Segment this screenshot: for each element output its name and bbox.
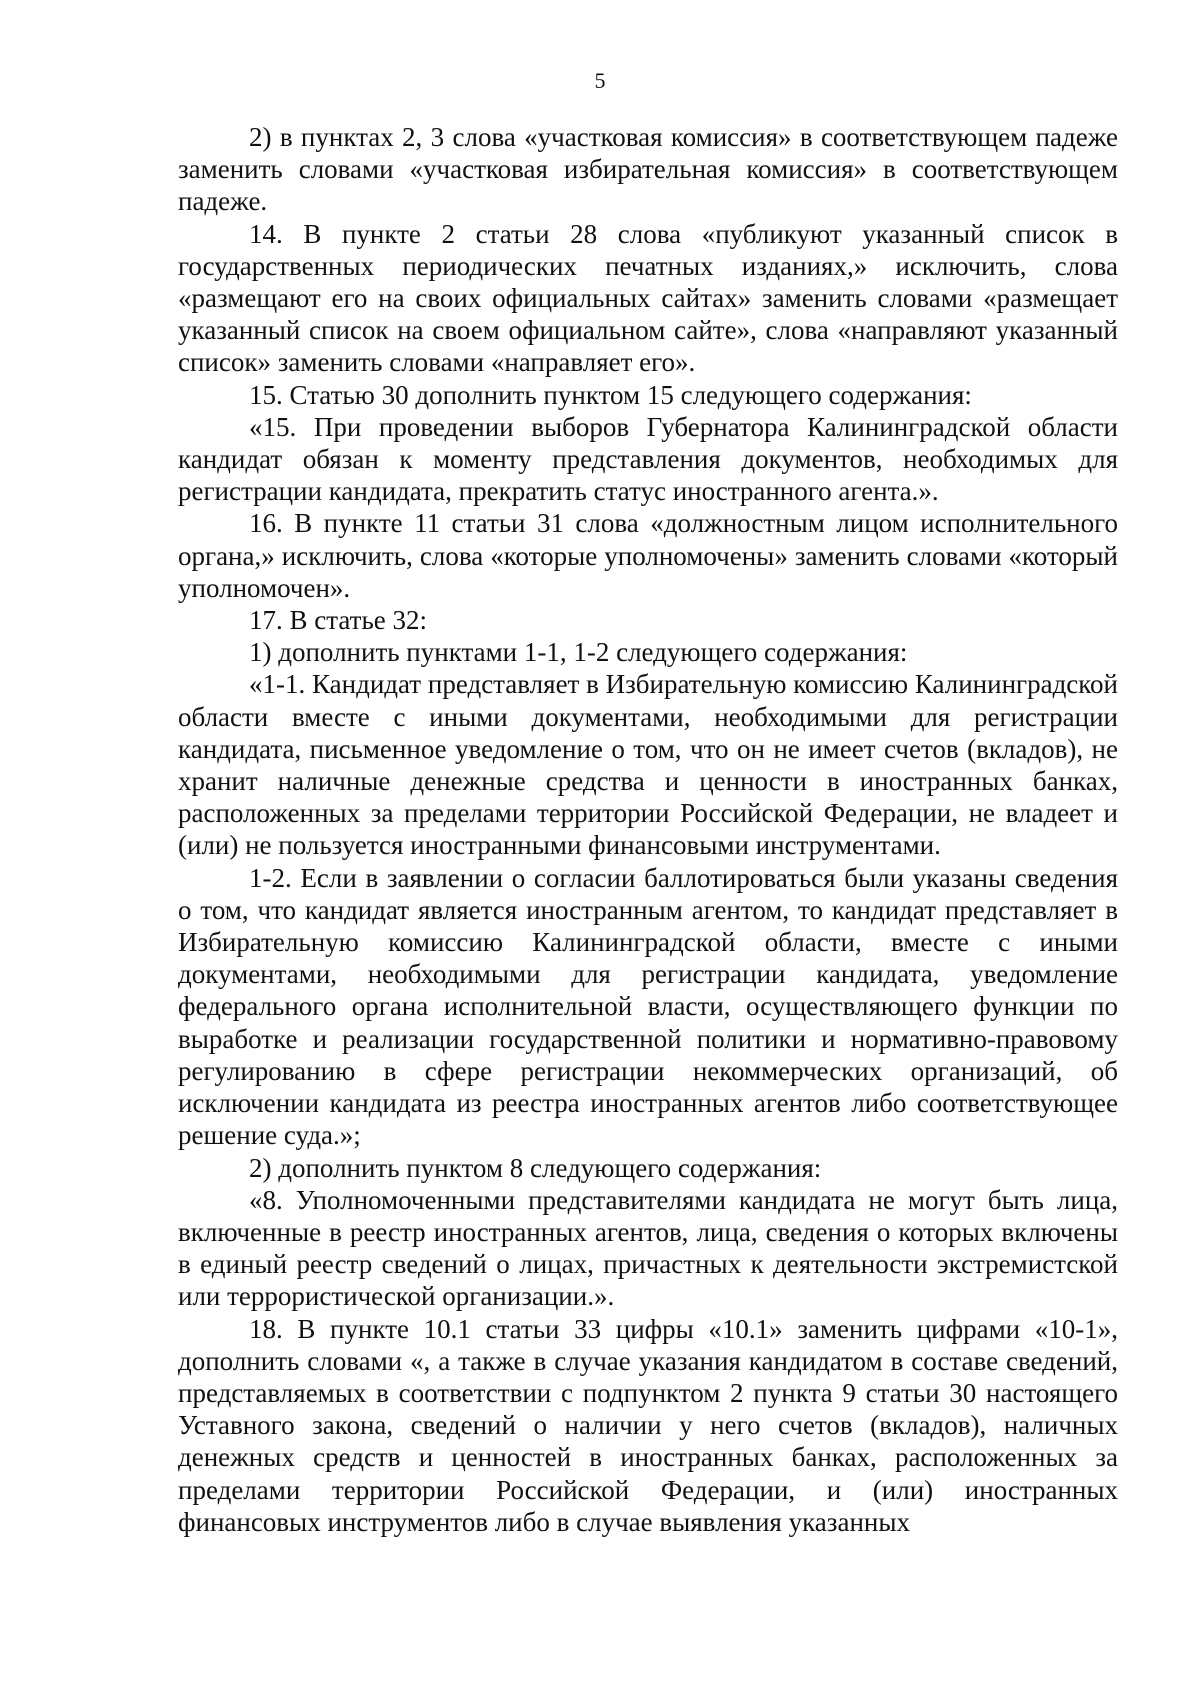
page-number: 5 [594, 68, 606, 93]
paragraph-2-subitem-2: 2) в пунктах 2, 3 слова «участковая комиссия» в соответствующем падеже заменить словами «участковая избирательная комиссия» в соответствующем падеже. [178, 122, 1118, 217]
paragraph-item-17-quote-8: «8. Уполномоченными представителями кандидата не могут быть лица, включенные в реестр иностранных агентов, лица, сведения о которых включены в единый реестр сведений о лицах, причастных к деятельности экстремистской или террористической организации.». [178, 1184, 1118, 1312]
paragraph-item-18: 18. В пункте 10.1 статьи 33 цифры «10.1» заменить цифрами «10-1», дополнить словами «, а также в случае указания кандидатом в составе сведений, представляемых в соответствии с подпунктом 2 пункта 9 статьи 30 настоящего Уставного закона, сведений о наличии у него счетов (вкладов), наличных денежных средств и ценностей в иностранных банках, расположенных за пределами территории Российской Федерации, и (или) иностранных финансовых инструментов либо в случае выявления указанных [178, 1313, 1118, 1537]
paragraph-item-17: 17. В статье 32: [249, 605, 428, 636]
paragraph-item-16: 16. В пункте 11 статьи 31 слова «должностным лицом исполнительного органа,» исключить, слова «которые уполномочены» заменить словами «который уполномочен». [178, 508, 1118, 603]
paragraph-item-15: 15. Статью 30 дополнить пунктом 15 следующего содержания: [249, 379, 972, 410]
paragraph-item-17-quote-1-1: «1-1. Кандидат представляет в Избирательную комиссию Калининградской области вместе с иными документами, необходимыми для регистрации кандидата, письменное уведомление о том, что он не имеет счетов (вкладов), не хранит наличные денежные средства и ценности в иностранных банках, расположенных за пределами территории Российской Федерации, не владеет и (или) не пользуется иностранными финансовыми инструментами. [178, 669, 1118, 861]
paragraph-item-15-quote: «15. При проведении выборов Губернатора Калининградской области кандидат обязан к моменту представления документов, необходимых для регистрации кандидата, прекратить статус иностранного агента.». [178, 411, 1118, 507]
paragraph-item-17-quote-1-2: 1-2. Если в заявлении о согласии баллотироваться были указаны сведения о том, что кандидат является иностранным агентом, то кандидат представляет в Избирательную комиссию Калининградской области, вместе с иными документами, необходимыми для регистрации кандидата, уведомление федерального органа исполнительной власти, осуществляющего функции по выработке и реализации государственной политики и нормативно-правовому регулированию в сфере регистрации некоммерческих организаций, об исключении кандидата из реестра иностранных агентов либо соответствующее решение суда.»; [178, 862, 1118, 1151]
paragraph-item-17-subitem-1: 1) дополнить пунктами 1-1, 1-2 следующего содержания: [249, 637, 908, 668]
paragraph-item-14: 14. В пункте 2 статьи 28 слова «публикуют указанный список в государственных периодических печатных изданиях,» исключить, слова «размещают его на своих официальных сайтах» заменить словами «размещает указанный список на своем официальном сайте», слова «направляют указанный список» заменить словами «направляет его». [178, 218, 1118, 378]
paragraph-item-17-subitem-2: 2) дополнить пунктом 8 следующего содержания: [249, 1152, 822, 1183]
document-body [178, 121, 1118, 1538]
